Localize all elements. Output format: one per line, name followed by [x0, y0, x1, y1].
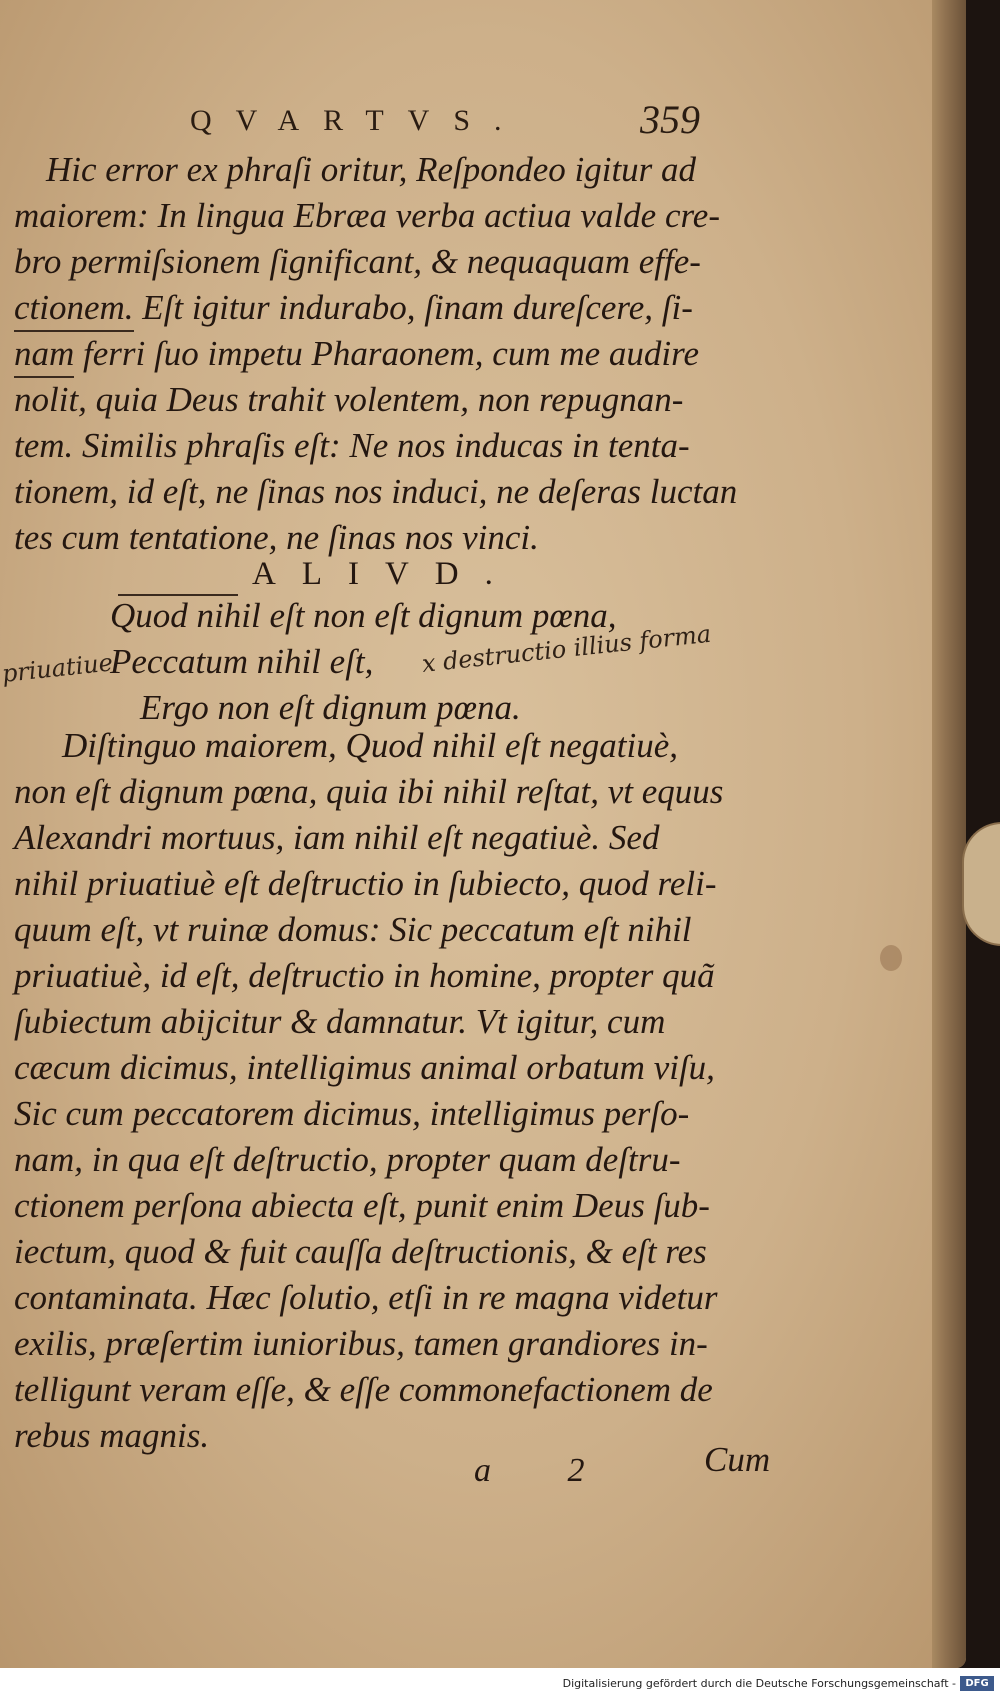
page-tab — [962, 822, 1000, 946]
page-edge — [932, 0, 966, 1668]
text-line: tionem, id eſt, ne ſinas nos induci, ne deſeras luctan — [14, 472, 738, 511]
text-line: priuatiuè, id eſt, deſtructio in homine, propter quã — [14, 956, 715, 995]
text-line: maiorem: In lingua Ebræa verba actiua valde cre- — [14, 196, 720, 235]
catchword: Cum — [704, 1440, 771, 1479]
page-number: 359 — [640, 97, 700, 142]
syllogism-major: Quod nihil eſt non eſt dignum pœna, — [110, 596, 617, 635]
text-line: nam, in qua eſt deſtructio, propter quam deſtru- — [14, 1140, 681, 1179]
text-line: nam ferri ſuo impetu Pharaonem, cum me audire — [14, 334, 699, 373]
text-line: ſubiectum abijcitur & damnatur. Vt igitur, cum — [14, 1002, 666, 1041]
signature-mark: a 2 — [474, 1452, 619, 1489]
syllogism-conclusion: Ergo non eſt dignum pœna. — [140, 688, 521, 727]
text-line: non eſt dignum pœna, quia ibi nihil reſtat, vt equus — [14, 772, 724, 811]
text-line: nihil priuatiuè eſt deſtructio in ſubiecto, quod reli- — [14, 864, 717, 903]
text-line: Sic cum peccatorem dicimus, intelligimus perſo- — [14, 1094, 690, 1133]
text-line: quum eſt, vt ruinæ domus: Sic peccatum eſt nihil — [14, 910, 692, 949]
text-line: contaminata. Hæc ſolutio, etſi in re magna videtur — [14, 1278, 718, 1317]
text-line: iectum, quod & fuit cauſſa deſtructionis, & eſt res — [14, 1232, 707, 1271]
text-line: cæcum dicimus, intelligimus animal orbatum viſu, — [14, 1048, 715, 1087]
text-line: ctionem perſona abiecta eſt, punit enim Deus ſub- — [14, 1186, 710, 1225]
text-line: Hic error ex phraſi oritur, Reſpondeo igitur ad — [46, 150, 697, 189]
footer-bar — [0, 1668, 1000, 1701]
text-line: rebus magnis. — [14, 1416, 210, 1455]
syllogism-minor: Peccatum nihil eſt, — [110, 642, 374, 681]
text-line: Alexandri mortuus, iam nihil eſt negatiuè. Sed — [14, 818, 660, 857]
text-line: telligunt veram eſſe, & eſſe commonefactionem de — [14, 1370, 713, 1409]
dfg-logo: DFG — [960, 1676, 994, 1691]
text-line: tem. Similis phraſis eſt: Ne nos inducas in tenta- — [14, 426, 690, 465]
text-line: nolit, quia Deus trahit volentem, non repugnan- — [14, 380, 684, 419]
footer-credit: Digitalisierung gefördert durch die Deutsche Forschungsgemeinschaft - — [562, 1677, 956, 1690]
running-head — [0, 97, 966, 154]
text-line: bro permiſsionem ſignificant, & nequaquam effe- — [14, 242, 701, 281]
text-line: ctionem. Eſt igitur indurabo, ſinam dureſcere, ſi- — [14, 288, 693, 327]
section-heading: ALIVD. — [252, 556, 519, 592]
text-line: Diſtinguo maiorem, Quod nihil eſt negatiuè, — [62, 726, 679, 765]
marginal-note-inline: x destructio illius forma — [420, 619, 713, 678]
ink-stain — [880, 945, 902, 971]
handwritten-underline — [14, 376, 74, 378]
text-line: exilis, præſertim iunioribus, tamen grandiores in- — [14, 1324, 708, 1363]
text-line: tes cum tentatione, ne ſinas nos vinci. — [14, 518, 539, 557]
handwritten-underline — [14, 330, 134, 332]
running-head-title: QVARTVS. — [190, 104, 526, 137]
marginal-note-left: priuatiue — [0, 648, 115, 688]
